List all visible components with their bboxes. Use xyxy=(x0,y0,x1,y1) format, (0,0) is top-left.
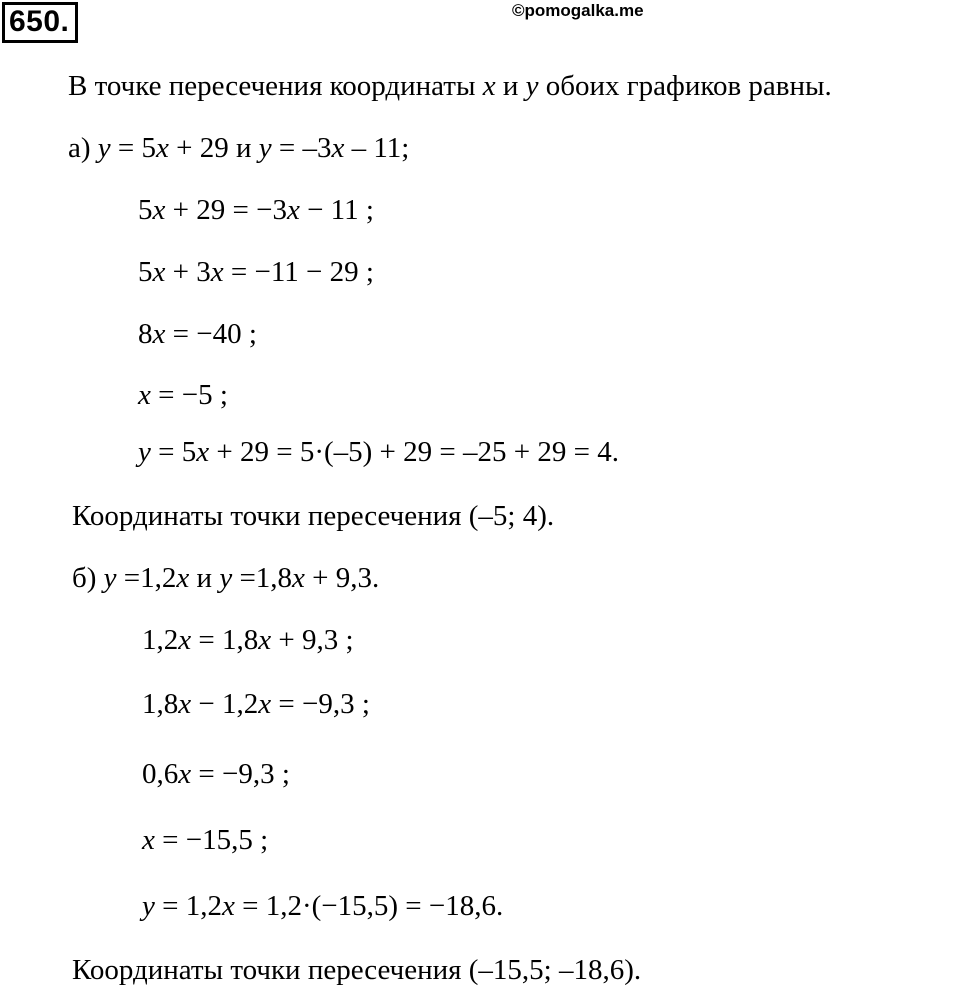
part-a-equations xyxy=(91,132,410,164)
math-variable: x xyxy=(258,688,272,720)
math-text xyxy=(96,562,103,594)
part-a-step-2 xyxy=(138,254,374,290)
math-text: = 1,2·(−15,5) = −18,6. xyxy=(234,890,504,922)
math-text: – 11; xyxy=(344,132,410,164)
math-variable: y xyxy=(138,436,151,468)
math-variable: x xyxy=(142,824,155,856)
part-b-step-5 xyxy=(142,888,503,924)
math-text: 0,6 xyxy=(142,758,179,790)
math-text: = −40 ; xyxy=(165,318,257,350)
math-text: = 1,8 xyxy=(191,624,259,656)
math-variable: x xyxy=(156,132,169,164)
math-variable: x xyxy=(152,194,166,226)
math-text: 8 xyxy=(138,318,153,350)
part-b-label: б) xyxy=(72,562,97,594)
math-variable: x xyxy=(292,562,305,594)
math-text: + 29 и xyxy=(168,132,259,164)
math-variable: x xyxy=(331,132,345,164)
watermark: ©pomogalka.me xyxy=(512,1,644,20)
math-variable: x xyxy=(178,688,192,720)
part-a-header xyxy=(68,130,409,166)
math-variable: x xyxy=(196,436,210,468)
math-text: + 29 = −3 xyxy=(165,194,287,226)
math-variable: x xyxy=(176,562,190,594)
math-text: 5 xyxy=(138,256,153,288)
math-variable: x xyxy=(152,318,166,350)
part-b-equations xyxy=(96,562,379,594)
part-a-step-4 xyxy=(138,377,228,413)
math-text: = 5 xyxy=(110,132,157,164)
math-variable: x xyxy=(221,890,235,922)
math-text: 1,2 xyxy=(142,624,179,656)
math-variable: x xyxy=(138,379,151,411)
part-b-answer: Координаты точки пересечения (–15,5; –18,6). xyxy=(72,954,642,986)
math-text: + 29 = 5·(–5) + 29 = –25 + 29 = 4. xyxy=(209,436,619,468)
math-text: = 1,2 xyxy=(154,890,222,922)
part-b-step-1 xyxy=(142,622,354,658)
math-variable: x xyxy=(178,624,192,656)
math-variable: y xyxy=(97,132,111,164)
math-text: = –3 xyxy=(271,132,332,164)
math-text: = −11 − 29 ; xyxy=(223,256,374,288)
math-text: = −15,5 ; xyxy=(154,824,269,856)
math-variable: y xyxy=(103,562,117,594)
math-variable: y xyxy=(219,562,233,594)
math-text: = −9,3 ; xyxy=(271,688,370,720)
math-text: =1,2 xyxy=(116,562,177,594)
math-text: + 9,3. xyxy=(304,562,380,594)
part-a-step-3 xyxy=(138,316,257,352)
math-variable: x xyxy=(210,256,224,288)
math-variable: x xyxy=(286,194,300,226)
part-b-step-4 xyxy=(142,822,268,858)
part-a-step-5 xyxy=(138,434,619,470)
math-text: − 1,2 xyxy=(191,688,259,720)
math-text: = −9,3 ; xyxy=(191,758,290,790)
math-text: + 3 xyxy=(165,256,211,288)
math-text: и xyxy=(189,562,220,594)
math-text: + 9,3 ; xyxy=(271,624,354,656)
math-variable: x xyxy=(152,256,166,288)
part-b-step-2 xyxy=(142,686,370,722)
math-text xyxy=(91,132,98,164)
math-text: − 11 ; xyxy=(299,194,374,226)
part-b-step-3 xyxy=(142,756,290,792)
part-a-label: а) xyxy=(68,132,91,164)
intro-text: В точке пересечения координаты x и y обоих графиков равны. xyxy=(68,70,832,102)
math-variable: y xyxy=(258,132,272,164)
math-variable: x xyxy=(178,758,192,790)
math-variable: y xyxy=(142,890,155,922)
math-text: 1,8 xyxy=(142,688,179,720)
part-b-header xyxy=(72,560,379,596)
math-text: =1,8 xyxy=(232,562,293,594)
part-a-answer: Координаты точки пересечения (–5; 4). xyxy=(72,500,555,532)
math-text: = 5 xyxy=(150,436,197,468)
math-variable: x xyxy=(258,624,272,656)
math-text: 5 xyxy=(138,194,153,226)
problem-number: 650. xyxy=(2,2,78,43)
part-a-step-1 xyxy=(138,192,374,228)
math-text: = −5 ; xyxy=(150,379,228,411)
